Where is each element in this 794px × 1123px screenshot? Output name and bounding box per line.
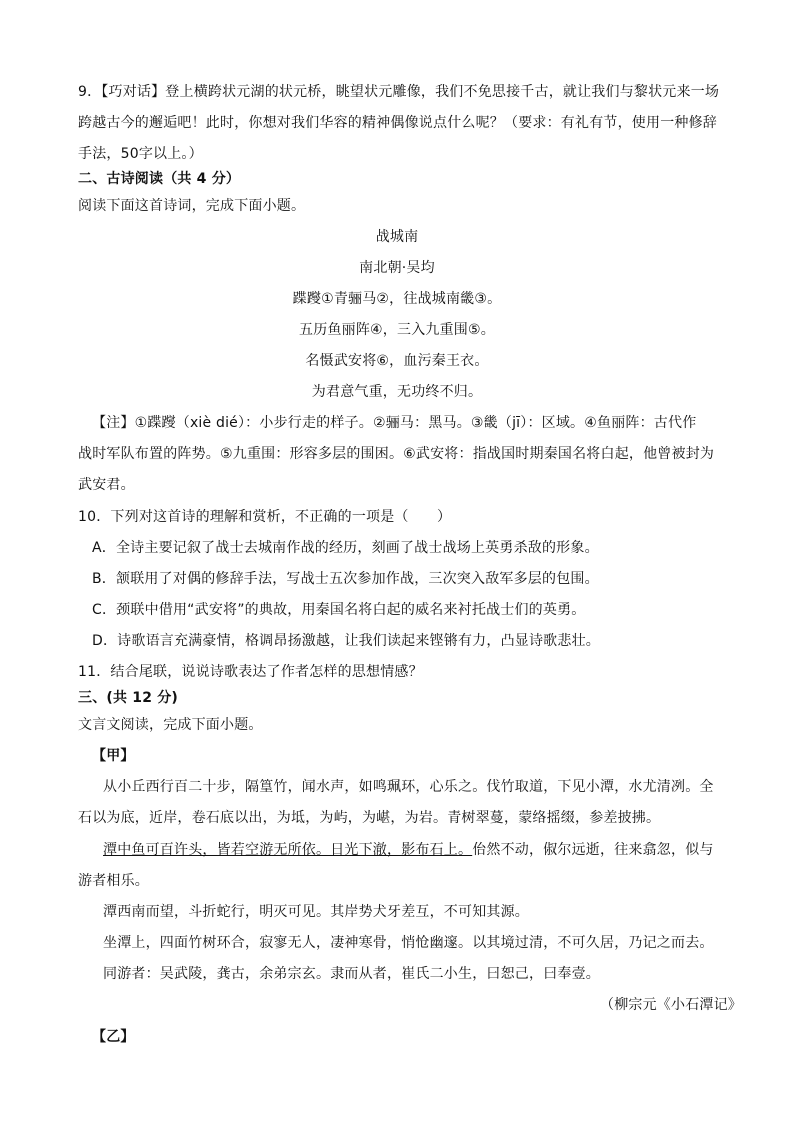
q10-option-b: B．颔联用了对偶的修辞手法，写战士五次参加作战，三次突入敌军多层的包围。 <box>92 571 599 587</box>
jia-source-citation: （柳宗元《小石潭记》 <box>600 997 742 1013</box>
jia-paragraph-2-rest: 佁然不动，俶尔远逝，往来翕忽，似与 <box>472 842 714 858</box>
poem-line-1: 蹀躞①青骊马②，往战城南畿③。 <box>292 291 502 307</box>
jia-paragraph-2-line-1 <box>103 840 714 860</box>
poem-line-2: 五历鱼丽阵④，三入九重围⑤。 <box>299 322 495 338</box>
section-2-instruction: 阅读下面这首诗词，完成下面小题。 <box>78 198 306 214</box>
q9-text-line-1: 9．【巧对话】登上横跨状元湖的状元桥，眺望状元雕像，我们不免思接千古，就让我们与黎状元来一场 <box>78 84 720 100</box>
poem-line-3: 名慑武安将⑥，血污秦王衣。 <box>305 353 489 369</box>
q10-option-d: D．诗歌语言充满豪情，格调昂扬激越，让我们读起来铿锵有力，凸显诗歌悲壮。 <box>92 633 600 649</box>
passage-yi-label: 【乙】 <box>92 1029 135 1045</box>
q10-stem: 10．下列对这首诗的理解和赏析，不正确的一项是（ ） <box>78 509 452 525</box>
jia-paragraph-2-line-2: 游者相乐。 <box>78 873 149 889</box>
poem-notes-line-1: 【注】①蹀躞（xiè dié）：小步行走的样子。②骊马：黑马。③畿（jī）：区域。④鱼丽阵：古代作 <box>92 415 697 431</box>
q9-text-line-3: 手法，50字以上。） <box>78 146 203 162</box>
section-2-heading: 二、古诗阅读（共 4 分） <box>78 171 241 187</box>
poem-notes-line-2: 战时军队布置的阵势。⑤九重围：形容多层的围困。⑥武安将：指战国时期秦国名将白起，他曾被封为 <box>78 446 715 462</box>
poem-line-4: 为君意气重，无功终不归。 <box>311 384 483 400</box>
q10-option-c: C．颈联中借用“武安将”的典故，用秦国名将白起的威名来衬托战士们的英勇。 <box>92 602 586 618</box>
section-3-instruction: 文言文阅读，完成下面小题。 <box>78 717 263 733</box>
poem-author: 南北朝·吴均 <box>359 260 435 276</box>
jia-paragraph-4: 坐潭上，四面竹树环合，寂寥无人，凄神寒骨，悄怆幽邃。以其境过清，不可久居，乃记之而去。 <box>103 935 714 951</box>
poem-notes-line-3: 武安君。 <box>78 477 135 493</box>
jia-paragraph-3: 潭西南而望，斗折蛇行，明灭可见。其岸势犬牙差互，不可知其源。 <box>103 904 529 920</box>
jia-paragraph-1-line-1: 从小丘西行百二十步，隔篁竹，闻水声，如鸣珮环，心乐之。伐竹取道，下见小潭，水尤清冽。全 <box>103 779 714 795</box>
underlined-sentence: 潭中鱼可百许头，皆若空游无所依。日光下澈，影布石上。 <box>103 842 473 858</box>
jia-paragraph-1-line-2: 石以为底，近岸，卷石底以出，为坻，为屿，为嵁，为岩。青树翠蔓，蒙络摇缀，参差披拂。 <box>78 810 661 826</box>
passage-jia-label: 【甲】 <box>92 748 135 764</box>
q9-text-line-2: 跨越古今的邂逅吧！此时，你想对我们华容的精神偶像说点什么呢？（要求：有礼有节，使用一种修辞 <box>78 115 717 131</box>
poem-title: 战城南 <box>375 229 419 245</box>
q10-option-a: A．全诗主要记叙了战士去城南作战的经历，刻画了战士战场上英勇杀敌的形象。 <box>92 540 599 556</box>
jia-paragraph-5: 同游者：吴武陵，龚古，余弟宗玄。隶而从者，崔氏二小生，曰恕己，曰奉壹。 <box>103 966 600 982</box>
section-3-heading: 三、(共 12 分) <box>78 690 179 706</box>
q11-stem: 11．结合尾联，说说诗歌表达了作者怎样的思想情感？ <box>78 664 423 680</box>
